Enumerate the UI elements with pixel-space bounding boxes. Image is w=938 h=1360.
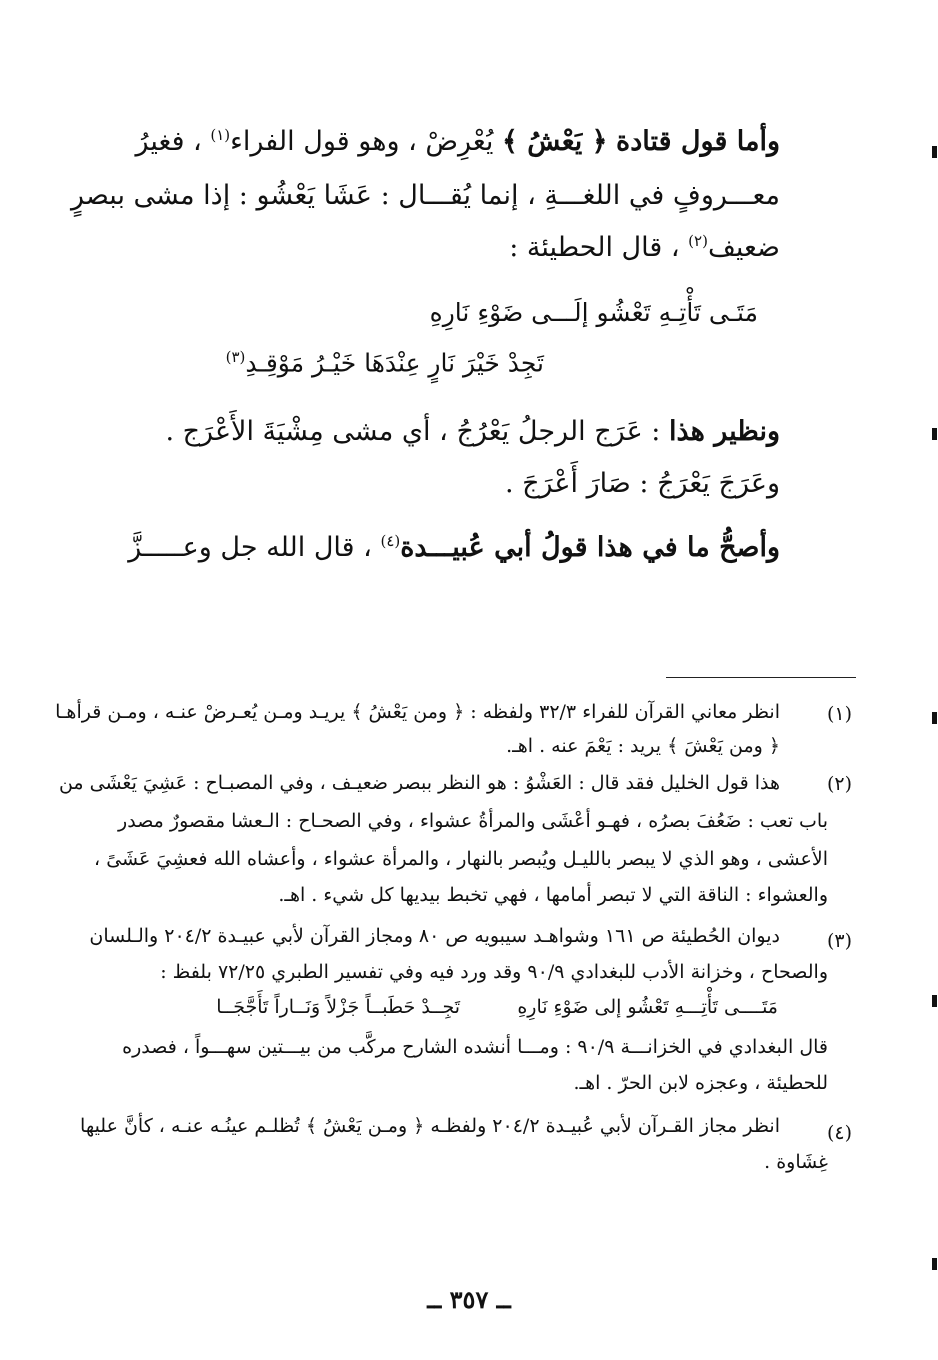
footnote-3-line: قال البغدادي في الخزانـــة ٩٠/٩ : ومـــا أنشده الشارح مركَّب من بيـــتين سهـــواً ، فصدره [122, 1036, 828, 1058]
quran-quote: ﴿ يَعْشُ ﴾ [502, 126, 608, 157]
footnote-2-line: والعشواء : الناقة التي لا تبصر أمامها ، فهي تخبط بيديها كل شيء . اهـ. [278, 884, 828, 906]
para2-line1-text: : عَرَج الرجلُ يَعْرُجُ ، أي مشى مِشْيَةَ الأَعْرَج . [165, 416, 669, 447]
footnote-4-line: انظر مجاز القـرآن لأبي عُبيـدة ٢٠٤/٢ ولفظـه ﴿ ومـن يَعْشُ ﴾ تُظلـم عينُـه عنـه ، كأنَّ عليها [80, 1115, 780, 1137]
para3-line1 [120, 530, 780, 565]
footnote-3-line: ديوان الحُطيئة ص ١٦١ وشواهـد سيبويه ص ٨٠ ومجاز القرآن لأبي عبيـدة ٢٠٤/٢ والـلسان [89, 925, 780, 947]
footnote-4-number: (٤) [826, 1122, 852, 1144]
para1-line3-start: ضعيف [707, 232, 780, 263]
verse-hemistich-1-text: مَتَـى تَأْتِـهِ تَعْشُو إلَـــى ضَوْءِ نَارِهِ [429, 298, 758, 327]
para1-line3-end: ، قال الحطيئة : [509, 232, 689, 263]
para1-line1-text: يُعْرِضْ ، وهو قول الفراء [230, 126, 494, 157]
para1-line2-text: معـــروفٍ في اللغـــةِ ، إنما يُقـــال : عَشَا يَعْشُو : إذا مشى ببصرٍ [70, 180, 780, 211]
para2-line2-text: وعَرَجَ يَعْرَجُ : صَارَ أَعْرَجَ . [504, 468, 780, 499]
para1-line3 [120, 230, 780, 265]
footnote-4-line: غِشَاوة . [764, 1151, 828, 1173]
footnote-ref-1[interactable]: (١) [210, 126, 231, 144]
footnote-1-line: انظر معاني القرآن للفراء ٣٢/٣ ولفظه : ﴿ ومن يَعْشُ ﴾ يريـد ومـن يُعـرضْ عنـه ، ومـن قرأهـا [55, 701, 780, 723]
verse-hemistich-1 [430, 298, 758, 327]
footnote-3-number: (٣) [826, 930, 852, 952]
scan-edge-mark [932, 995, 937, 1007]
para3-lead: وأصحُّ ما في هذا قولُ أبي عُبيـــدة [400, 532, 780, 563]
para3-text: ، قال الله جل وعـــــزَّ [128, 532, 381, 563]
footnote-1-line: ﴿ ومن يَعْشَ ﴾ يريد : يَعْمَ عنه . اهـ. [506, 735, 780, 757]
para2-line2 [120, 466, 780, 501]
verse-hemistich-2 [226, 348, 544, 377]
para2-lead: ونظير هذا [668, 416, 780, 447]
para1-line1 [120, 124, 780, 159]
footnote-3-line: والصحاح ، وخزانة الأدب للبغدادي ٩٠/٩ وقد ورد فيه وفي تفسير الطبري ٧٢/٢٥ بلفظ : [160, 961, 828, 983]
page-number: ــ ٣٥٧ ــ [427, 1285, 511, 1314]
para1-lead: وأما قول قتادة [616, 126, 780, 157]
scan-edge-mark [932, 428, 937, 440]
footnote-ref-3[interactable]: (٣) [225, 348, 246, 366]
para2-line1 [120, 414, 780, 449]
footnote-2-line: هذا قول الخليل فقد قال : العَشْوُ : هو النظر ببصر ضعيـف ، وفي المصبـاح : عَشِيَ يَعْشَى من [58, 772, 780, 794]
para1-line2 [70, 178, 780, 213]
footnote-2-line: الأعشى ، وهو الذي لا يبصر بالليـل ويُبصر بالنهار ، والمرأة عشواء ، وأعشاه الله فعشِيَ عَشَىً ، [94, 848, 828, 870]
scan-edge-mark [932, 712, 937, 724]
verse-hemistich-2-text: تَجِدْ خَيْرَ نَارٍ عِنْدَهَا خَيْـرُ مَوْقِـدِ [245, 348, 544, 378]
scan-edge-mark [932, 1258, 937, 1270]
footnote-ref-2[interactable]: (٢) [688, 232, 708, 250]
para1-line1-end: ، فغيرُ [135, 126, 211, 157]
footnote-3-line: للحطيئة ، وعجزه لابن الحرّ . اهـ. [573, 1072, 828, 1094]
footnote-separator [666, 677, 856, 678]
footnote-3-verse-a: مَتَــــى تَأْتِـــهِ تَعْشُو إلى ضَوْءِ نَارِهِ [517, 996, 778, 1018]
scan-edge-mark [932, 146, 937, 158]
footnote-2-number: (٢) [826, 773, 852, 795]
footnote-ref-4[interactable]: (٤) [380, 532, 401, 550]
footnote-1-number: (١) [826, 703, 852, 725]
footnote-2-line: باب تعب : ضَعُفَ بصرُه ، فهـو أعْشَى والمرأةُ عشواء ، وفي الصحـاح : الـعشا مقصورٌ مصدر [118, 810, 828, 832]
footnote-3-verse-b: تَجِــدْ حَطَبــاً جَزْلاً وَنَــاراً تَأَجَّجَــا [216, 996, 460, 1018]
